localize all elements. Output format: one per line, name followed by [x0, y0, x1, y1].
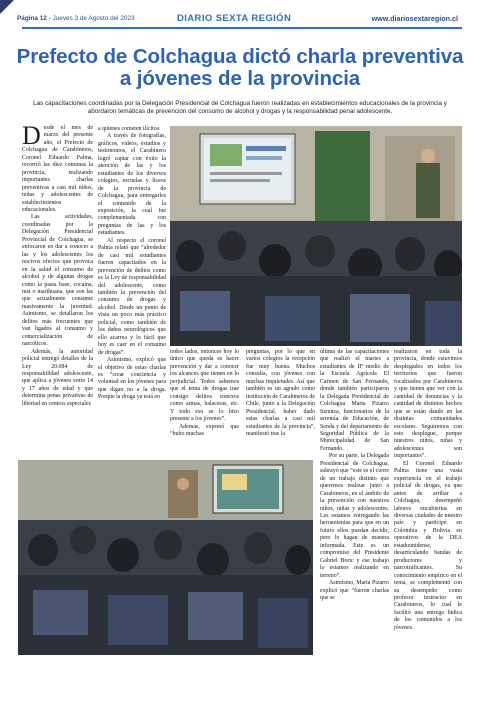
article-column-5 [320, 349, 389, 602]
paragraph: Asimismo, Marta Pizarro explicó que “fueron charlas que se [320, 580, 389, 601]
paragraph: Al respecto el coronel Palma relató que “alrededor de casi mil estudiantes fueron capacitados en la prevención de delitos como es la Ley de responsabilidad del adolescente, como también la prevención del consumo de drogas y alcohol. Desde un punto de vista un poco más práctico policial, como también de los daños neurológicos que ello acarrea y lo fácil que hoy es caer en el consumo de drogas”. [98, 237, 166, 356]
page-header [0, 0, 480, 44]
corner-decoration [0, 0, 14, 14]
article-photo-classroom-top [170, 126, 462, 346]
paragraph: Además, expresó que “hubo muchas [170, 423, 239, 437]
paragraph: realizaron en toda la provincia, donde estuvimos desplegados en todos los territorios que fueron focalizados por Carabineros y que tienen que ver con la cantidad de denuncias y la cantidad de distintos hechos que se están dando en las distintas comunidades escolares. Seguiremos con esto desplegue, porque nuestros niños, niñas y adolescentes son importantes”. [394, 349, 462, 460]
paragraph: A través de fotografías, gráficos, videos, estudios y testimonios, el Carabinero logró captar con éxito la atención de las y los estudiantes de los diversos colegios, escuelas y liceos de la provincia de Colchagua, para entregarles el contenido de la exposición, la cual fue complementada con preguntas de las y los estudiantes. [98, 133, 166, 237]
article-photo-classroom-bottom [18, 460, 313, 655]
paragraph: esde el mes de marzo del presente año, el Prefecto de Colchagua de Carabineros, Coronel Eduardo Palma, recorrió las diez comunas la provincia, realizando importantes charlas preventivas a casi mil niños, niñas y adolescentes de establecimientos educacionales. [22, 125, 93, 213]
paragraph: preguntas, por lo que en varios colegios la recepción fue muy buena. Muchos consulta, con jóvenes con muchas inquietudes. Así que también es un agrado como institución de Carabineros de Chile, junto a la Delegación Presidencial, haber dado estas charlas a casi mil estudiantes de la provincia”, manifestó tras la [246, 349, 315, 437]
paragraph: Asimismo, explicó que el objetivo de estas charlas es “crear conciencia y voluntad en los jóvenes para que digan no a la droga. Porque la droga ya está en [98, 357, 166, 401]
masthead: DIARIO SEXTA REGIÓN [177, 13, 292, 24]
drop-cap: D [22, 121, 41, 150]
article-headline: Prefecto de Colchagua dictó charla preventiva a jóvenes de la provincia [16, 45, 464, 90]
paragraph: todos lados, entonces hoy lo único que queda es hacer prevención y dar a conocer los alcances que tienen en lo perjudicial. Todos sabemos que el tema de drogas trae consigo delitos conexos como armas, balaceras, etc. Y todo eso se lo hizo presente a los jóvenes”. [170, 349, 239, 423]
paragraph: Además, la autoridad policial entregó detalles de la Ley 20.084 de responsabilidad adolescente, que aplica a jóvenes entre 14 y 17 años de edad y que determina penas privativas de libertad en centros especiales [22, 348, 93, 407]
paragraph: El Coronel Eduardo Palma tiene una vasta experiencia en el trabajo policial de drogas, ya que antes de arribar a Colchagua, desempeñó labores encubiertas en diversas ciudades de nuestro país y participó en Colombia y Bolivia en operativos de la DEA estadounidense, desarticulando bandas de productores y narcotraficantes. Su conocimiento empírico en el tema, se complementó con su desempeño como profesor instructor en Carabineros, lo cual le facilitó una entrega lúdica de los contenidos a los jóvenes. [394, 460, 462, 631]
website-url[interactable]: www.diariosextaregion.cl [371, 14, 458, 23]
article-subhead: Las capacitaciones coordinadas por la Delegación Presidencial de Colchagua fueron realizadas en establecimientos educacionales de la provincia y abordaron temáticas de prevención del consumo de alcohol y drogas y la responsabilidad penal adolescente. [33, 100, 447, 115]
article-column-6 [394, 349, 462, 632]
page-label: Página 12 [17, 15, 47, 22]
paragraph: a quienes cometen ilícitos. [98, 126, 161, 132]
paragraph: última de las capacitaciones que realizó el martes a estudiantes de IIº medio de la Escuela Agrícola El Carmen de San Fernando, donde también participaron la Delegada Presidencial de Colchagua Marta Pizarro Inzunza, funcionarios de la seremía de Educación, de Senda y del departamento de Seguridad Pública de la Municipalidad de San Fernando. [320, 349, 389, 452]
paragraph: Las actividades, coordinadas por la Delegación Presidencial Provincial de Colchagua, se enfocaron en dar a conocer a las y los adolescentes los nocivos efectos que provoca en la salud el consumo de alcohol y de algunas drogas como la pasta base, cocaína, tusi o marihuana, que son las que actualmente consume masivamente la juventud. Asimismo, se detallaron los delitos más frecuentes que van ligados al consumo y comercialización de narcóticos. [22, 214, 93, 348]
page-info [17, 15, 135, 22]
article-column-2 [98, 126, 166, 402]
article-column-1 [22, 121, 93, 408]
paragraph: Por su parte, la Delegada Presidencial de Colchagua, subrayó que “este es el cierre de un trabajo distinto que queremos realizar junto a Carabineros, en el ámbito de la prevención con nuestros niños, niñas y adolescentes. Les estamos entregando las herramientas para que en un futuro ellos puedan decidir, pero lo hagan de manera informada. Este es un compromiso del Presidente Gabriel Boric y ese trabajo lo estamos realizando en terreno”. [320, 453, 389, 579]
article-column-4 [246, 349, 315, 438]
publication-date: - Jueves 3 de Agosto del 2023 [46, 15, 135, 22]
header-rule [22, 27, 462, 29]
article-column-3 [170, 349, 239, 438]
